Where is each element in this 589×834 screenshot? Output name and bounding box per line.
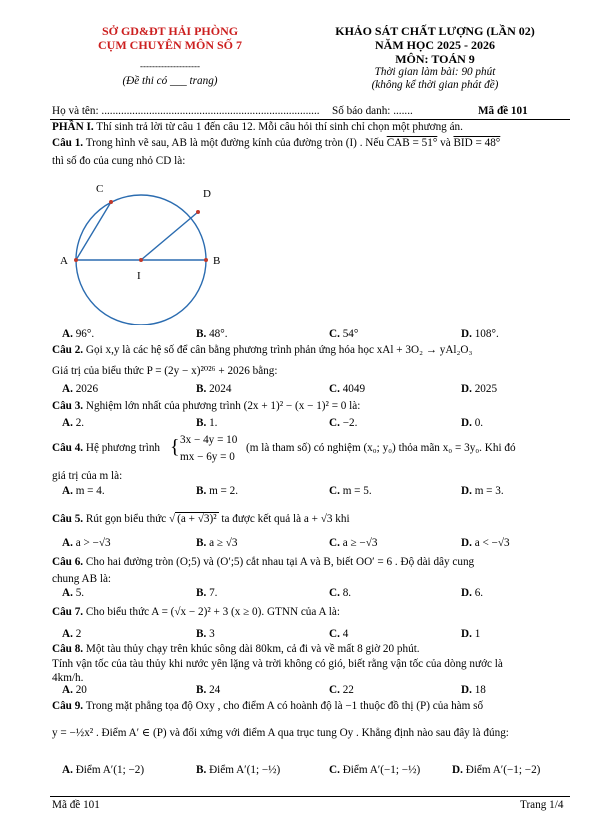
q1-option-b[interactable]: B. 48°. — [196, 328, 228, 340]
question-6-line2: chung AB là: — [52, 573, 112, 585]
q3-option-a[interactable]: A. 2. — [62, 417, 85, 429]
q4-option-d[interactable]: D. m = 3. — [461, 485, 504, 497]
exam-year: NĂM HỌC 2025 - 2026 — [375, 38, 495, 52]
exam-time-note: (không kể thời gian phát đề) — [371, 79, 499, 91]
q6-option-d[interactable]: D. 6. — [461, 587, 484, 599]
question-5: Câu 5. Rút gọn biểu thức √ (a + √3)² ta được kết quả là a + √3 khi — [52, 513, 350, 525]
point-i — [139, 258, 143, 262]
q3-option-d[interactable]: D. 0. — [461, 417, 484, 429]
cluster-name: CỤM CHUYÊN MÔN SỐ 7 — [98, 38, 242, 52]
q6-option-b[interactable]: B. 7. — [196, 587, 218, 599]
exam-time: Thời gian làm bài: 90 phút — [374, 66, 496, 78]
q8-option-a[interactable]: A. 20 — [62, 684, 87, 696]
question-2-line2: Giá trị của biểu thức P = (2y − x)²⁰²⁶ + 2026 bằng: — [52, 365, 278, 377]
question-6: Câu 6. Cho hai đường tròn (O;5) và (O′;5) cắt nhau tại A và B, biết OO′ = 6 . Độ dài dây cung — [52, 556, 475, 568]
header-dashes: -------------------- — [140, 61, 200, 71]
circle-figure — [55, 175, 235, 325]
exam-code: Mã đề 101 — [478, 105, 528, 117]
q5-option-c[interactable]: C. a ≥ −√3 — [329, 537, 378, 549]
system-eq-1: 3x − 4y = 10 — [180, 434, 238, 446]
point-c — [109, 200, 113, 204]
q7-option-d[interactable]: D. 1 — [461, 628, 481, 640]
question-9: Câu 9. Trong mặt phẳng tọa độ Oxy , cho điểm A có hoành độ là −1 thuộc đồ thị (P) của hàm số — [52, 700, 484, 712]
question-2: Câu 2. Gọi x,y là các hệ số để cân bằng phương trình phản ứng hóa học xAl + 3O₂ → yAl₂O₃ — [52, 344, 473, 356]
dept-name: SỞ GD&ĐT HẢI PHÒNG — [101, 24, 239, 38]
footer-rule — [50, 796, 570, 797]
question-1: Câu 1. Trong hình vẽ sau, AB là một đường kính của đường tròn (I) . Nếu CAB = 51° và BID = 48° — [52, 137, 501, 149]
q9-option-a[interactable]: A. Điểm A′(1; −2) — [62, 764, 145, 776]
part-1-instruction: PHẦN I. Thí sinh trả lời từ câu 1 đến câu 12. Mỗi câu hỏi thí sinh chỉ chọn một phương án. — [52, 121, 463, 133]
sbd-label: Số báo danh: ....... — [332, 105, 413, 117]
question-7: Câu 7. Cho biểu thức A = (√x − 2)² + 3 (x ≥ 0). GTNN của A là: — [52, 606, 340, 618]
q5-option-a[interactable]: A. a > −√3 — [62, 537, 111, 549]
q9-option-c[interactable]: C. Điểm A′(−1; −½) — [329, 764, 421, 776]
footer-code: Mã đề 101 — [52, 799, 100, 811]
q1-option-c[interactable]: C. 54° — [329, 328, 359, 340]
q6-option-a[interactable]: A. 5. — [62, 587, 85, 599]
label-b: B — [213, 255, 221, 267]
q4-option-b[interactable]: B. m = 2. — [196, 485, 239, 497]
footer-page: Trang 1/4 — [520, 799, 564, 811]
exam-subject: MÔN: TOÁN 9 — [395, 52, 475, 66]
label-i: I — [137, 270, 141, 282]
question-8-line2: Tính vận tốc của tàu thủy khi nước yên lặng và trời không có gió, biết rằng vận tốc của dòng nước là — [52, 658, 503, 670]
q3-option-c[interactable]: C. −2. — [329, 417, 358, 429]
question-9-line2: y = −½x² . Điểm A′ ∈ (P) và đối xứng với điểm A qua trục tung Oy . Khẳng định nào sau đây là đúng: — [52, 727, 509, 739]
point-b — [204, 258, 208, 262]
q8-option-d[interactable]: D. 18 — [461, 684, 486, 696]
q8-option-b[interactable]: B. 24 — [196, 684, 221, 696]
point-a — [74, 258, 78, 262]
q9-option-b[interactable]: B. Điểm A′(1; −½) — [196, 764, 281, 776]
question-8-line3: 4km/h. — [52, 672, 84, 684]
label-d: D — [203, 188, 211, 200]
label-a: A — [60, 255, 68, 267]
question-4-cont: (m là tham số) có nghiệm (x₀; y₀) thỏa mãn x₀ = 3y₀. Khi đó — [246, 442, 516, 454]
question-1-line2: thì số đo của cung nhỏ CD là: — [52, 155, 186, 167]
q9-option-d[interactable]: D. Điểm A′(−1; −2) — [452, 764, 541, 776]
pages-note: (Đề thi có ___ trang) — [122, 75, 218, 87]
question-3: Câu 3. Nghiệm lớn nhất của phương trình (2x + 1)² − (x − 1)² = 0 là: — [52, 400, 361, 412]
q3-option-b[interactable]: B. 1. — [196, 417, 218, 429]
q5-option-d[interactable]: D. a < −√3 — [461, 537, 510, 549]
label-c: C — [96, 183, 104, 195]
question-4: Câu 4. Hệ phương trình — [52, 442, 161, 454]
point-d — [196, 210, 200, 214]
q2-option-a[interactable]: A. 2026 — [62, 383, 99, 395]
q6-option-c[interactable]: C. 8. — [329, 587, 352, 599]
q7-option-c[interactable]: C. 4 — [329, 628, 349, 640]
exam-title: KHẢO SÁT CHẤT LƯỢNG (LẦN 02) — [335, 24, 535, 38]
question-4-line3: giá trị của m là: — [52, 470, 123, 482]
q2-option-b[interactable]: B. 2024 — [196, 383, 232, 395]
system-brace: { — [170, 436, 180, 458]
q4-option-a[interactable]: A. m = 4. — [62, 485, 105, 497]
q7-option-b[interactable]: B. 3 — [196, 628, 215, 640]
question-8: Câu 8. Một tàu thủy chạy trên khúc sông dài 80km, cả đi và về mất 8 giờ 20 phút. — [52, 643, 420, 655]
chord-ac — [76, 202, 111, 260]
q2-option-c[interactable]: C. 4049 — [329, 383, 366, 395]
system-eq-2: mx − 6y = 0 — [180, 451, 235, 463]
radius-id — [141, 212, 198, 260]
q5-option-b[interactable]: B. a ≥ √3 — [196, 537, 238, 549]
q2-option-d[interactable]: D. 2025 — [461, 383, 498, 395]
q7-option-a[interactable]: A. 2 — [62, 628, 82, 640]
q8-option-c[interactable]: C. 22 — [329, 684, 354, 696]
q4-option-c[interactable]: C. m = 5. — [329, 485, 372, 497]
header-rule — [50, 119, 570, 120]
q1-option-d[interactable]: D. 108°. — [461, 328, 499, 340]
q1-option-a[interactable]: A. 96°. — [62, 328, 95, 340]
name-label: Họ và tên: .............................................................................. — [52, 105, 320, 117]
